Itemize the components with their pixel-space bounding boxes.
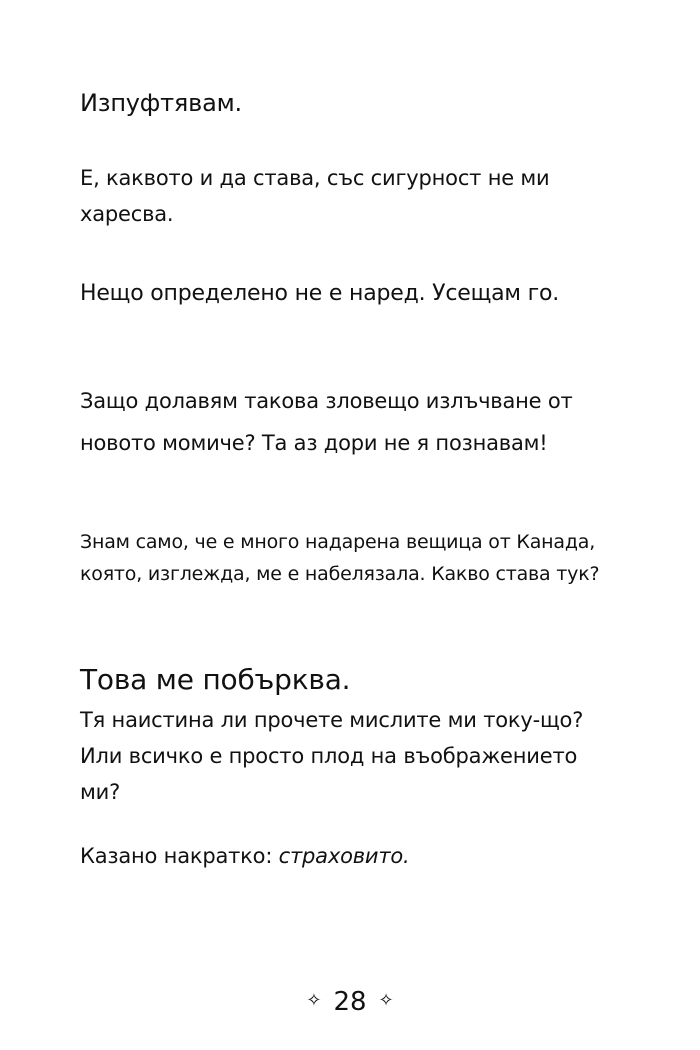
closing-prefix: Казано накратко:	[80, 844, 279, 868]
paragraph-6-large: Това ме побърква.	[80, 663, 351, 696]
ornament-left-icon: ✧	[306, 989, 322, 1011]
closing-emphasis: страховито.	[278, 844, 410, 868]
paragraph-3: Нещо определено не е наред. Усещам го.	[80, 281, 560, 306]
paragraph-2: Е, каквото и да става, със сигурност не ми харесва.	[80, 166, 550, 226]
paragraph-5: Знам само, че е много надарена вещица от Канада, която, изглежда, ме е набелязала. Какво става тук?	[80, 531, 600, 585]
paragraph-4: Защо долавям такова зловещо излъчване от новото момиче? Та аз дори не я познавам!	[80, 389, 573, 455]
paragraph-closing	[80, 838, 620, 874]
ornament-right-icon: ✧	[378, 989, 394, 1011]
paragraph-1: Изпуфтявам.	[80, 89, 242, 117]
paragraph-7: Тя наистина ли прочете мислите ми току-що? Или всичко е просто плод на въображението ми?	[80, 708, 584, 804]
page-footer	[0, 982, 700, 1023]
page-number: 28	[333, 987, 367, 1017]
